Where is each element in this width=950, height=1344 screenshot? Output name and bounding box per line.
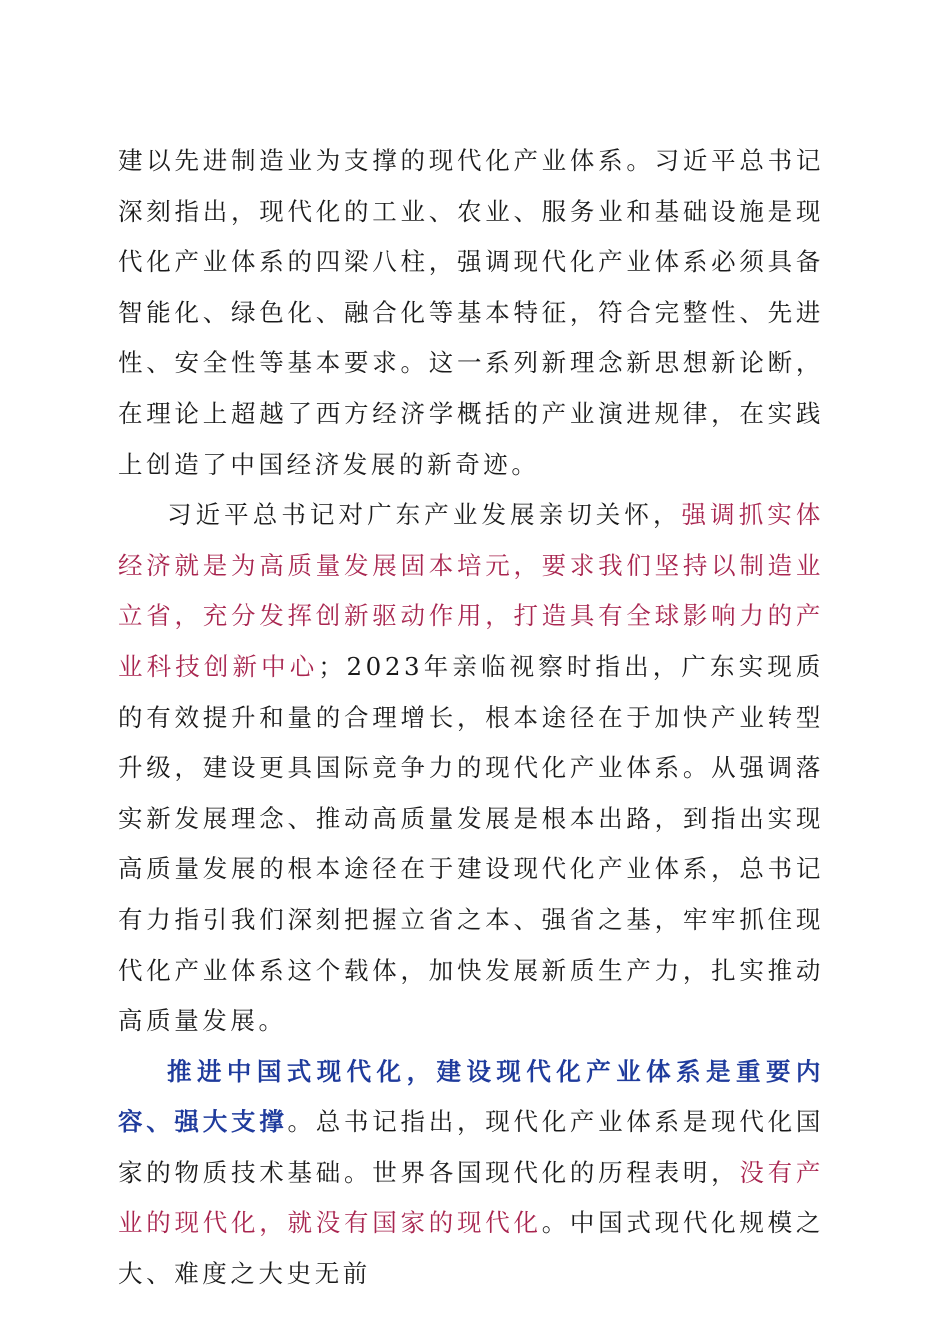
paragraph-3-tail: 。中国式现代化规模之大、难度之大史无前 — [118, 1208, 824, 1289]
paragraph-3-emphasis: 没有产业的现代化，就没有国家的现代化 — [118, 1157, 824, 1238]
paragraph-2 — [118, 490, 824, 1047]
paragraph-2-body: ；2023年亲临视察时指出，广东实现质的有效提升和量的合理增长，根本途径在于加快产业转型升级，建设更具国际竞争力的现代化产业体系。从强调落实新发展理念、推动高质量发展是根本出路，到指出实现高质量发展的根本途径在于建设现代化产业体系，总书记有力指引我们深刻把握立省之本、强省之基，牢牢抓住现代化产业体系这个载体，加快发展新质生产力，扎实推动高质量发展。 — [118, 651, 825, 1036]
paragraph-3 — [118, 1047, 824, 1300]
paragraph-3-heading: 推进中国式现代化，建设现代化产业体系是重要内容、强大支撑 — [118, 1056, 824, 1137]
paragraph-1-text: 建以先进制造业为支撑的现代化产业体系。习近平总书记深刻指出，现代化的工业、农业、服务业和基础设施是现代化产业体系的四梁八柱，强调现代化产业体系必须具备智能化、绿色化、融合化等基本特征，符合完整性、先进性、安全性等基本要求。这一系列新理念新思想新论断，在理论上超越了西方经济学概括的产业演进规律，在实践上创造了中国经济发展的新奇迹。 — [118, 146, 824, 479]
paragraph-2-emphasis: 强调抓实体经济就是为高质量发展固本培元，要求我们坚持以制造业立省，充分发挥创新驱动作用，打造具有全球影响力的产业科技创新中心 — [118, 500, 824, 681]
document-body — [118, 136, 824, 1300]
paragraph-1 — [118, 136, 824, 490]
paragraph-3-body: 。总书记指出，现代化产业体系是现代化国家的物质技术基础。世界各国现代化的历程表明， — [118, 1107, 824, 1187]
paragraph-2-lead: 习近平总书记对广东产业发展亲切关怀， — [167, 500, 682, 530]
